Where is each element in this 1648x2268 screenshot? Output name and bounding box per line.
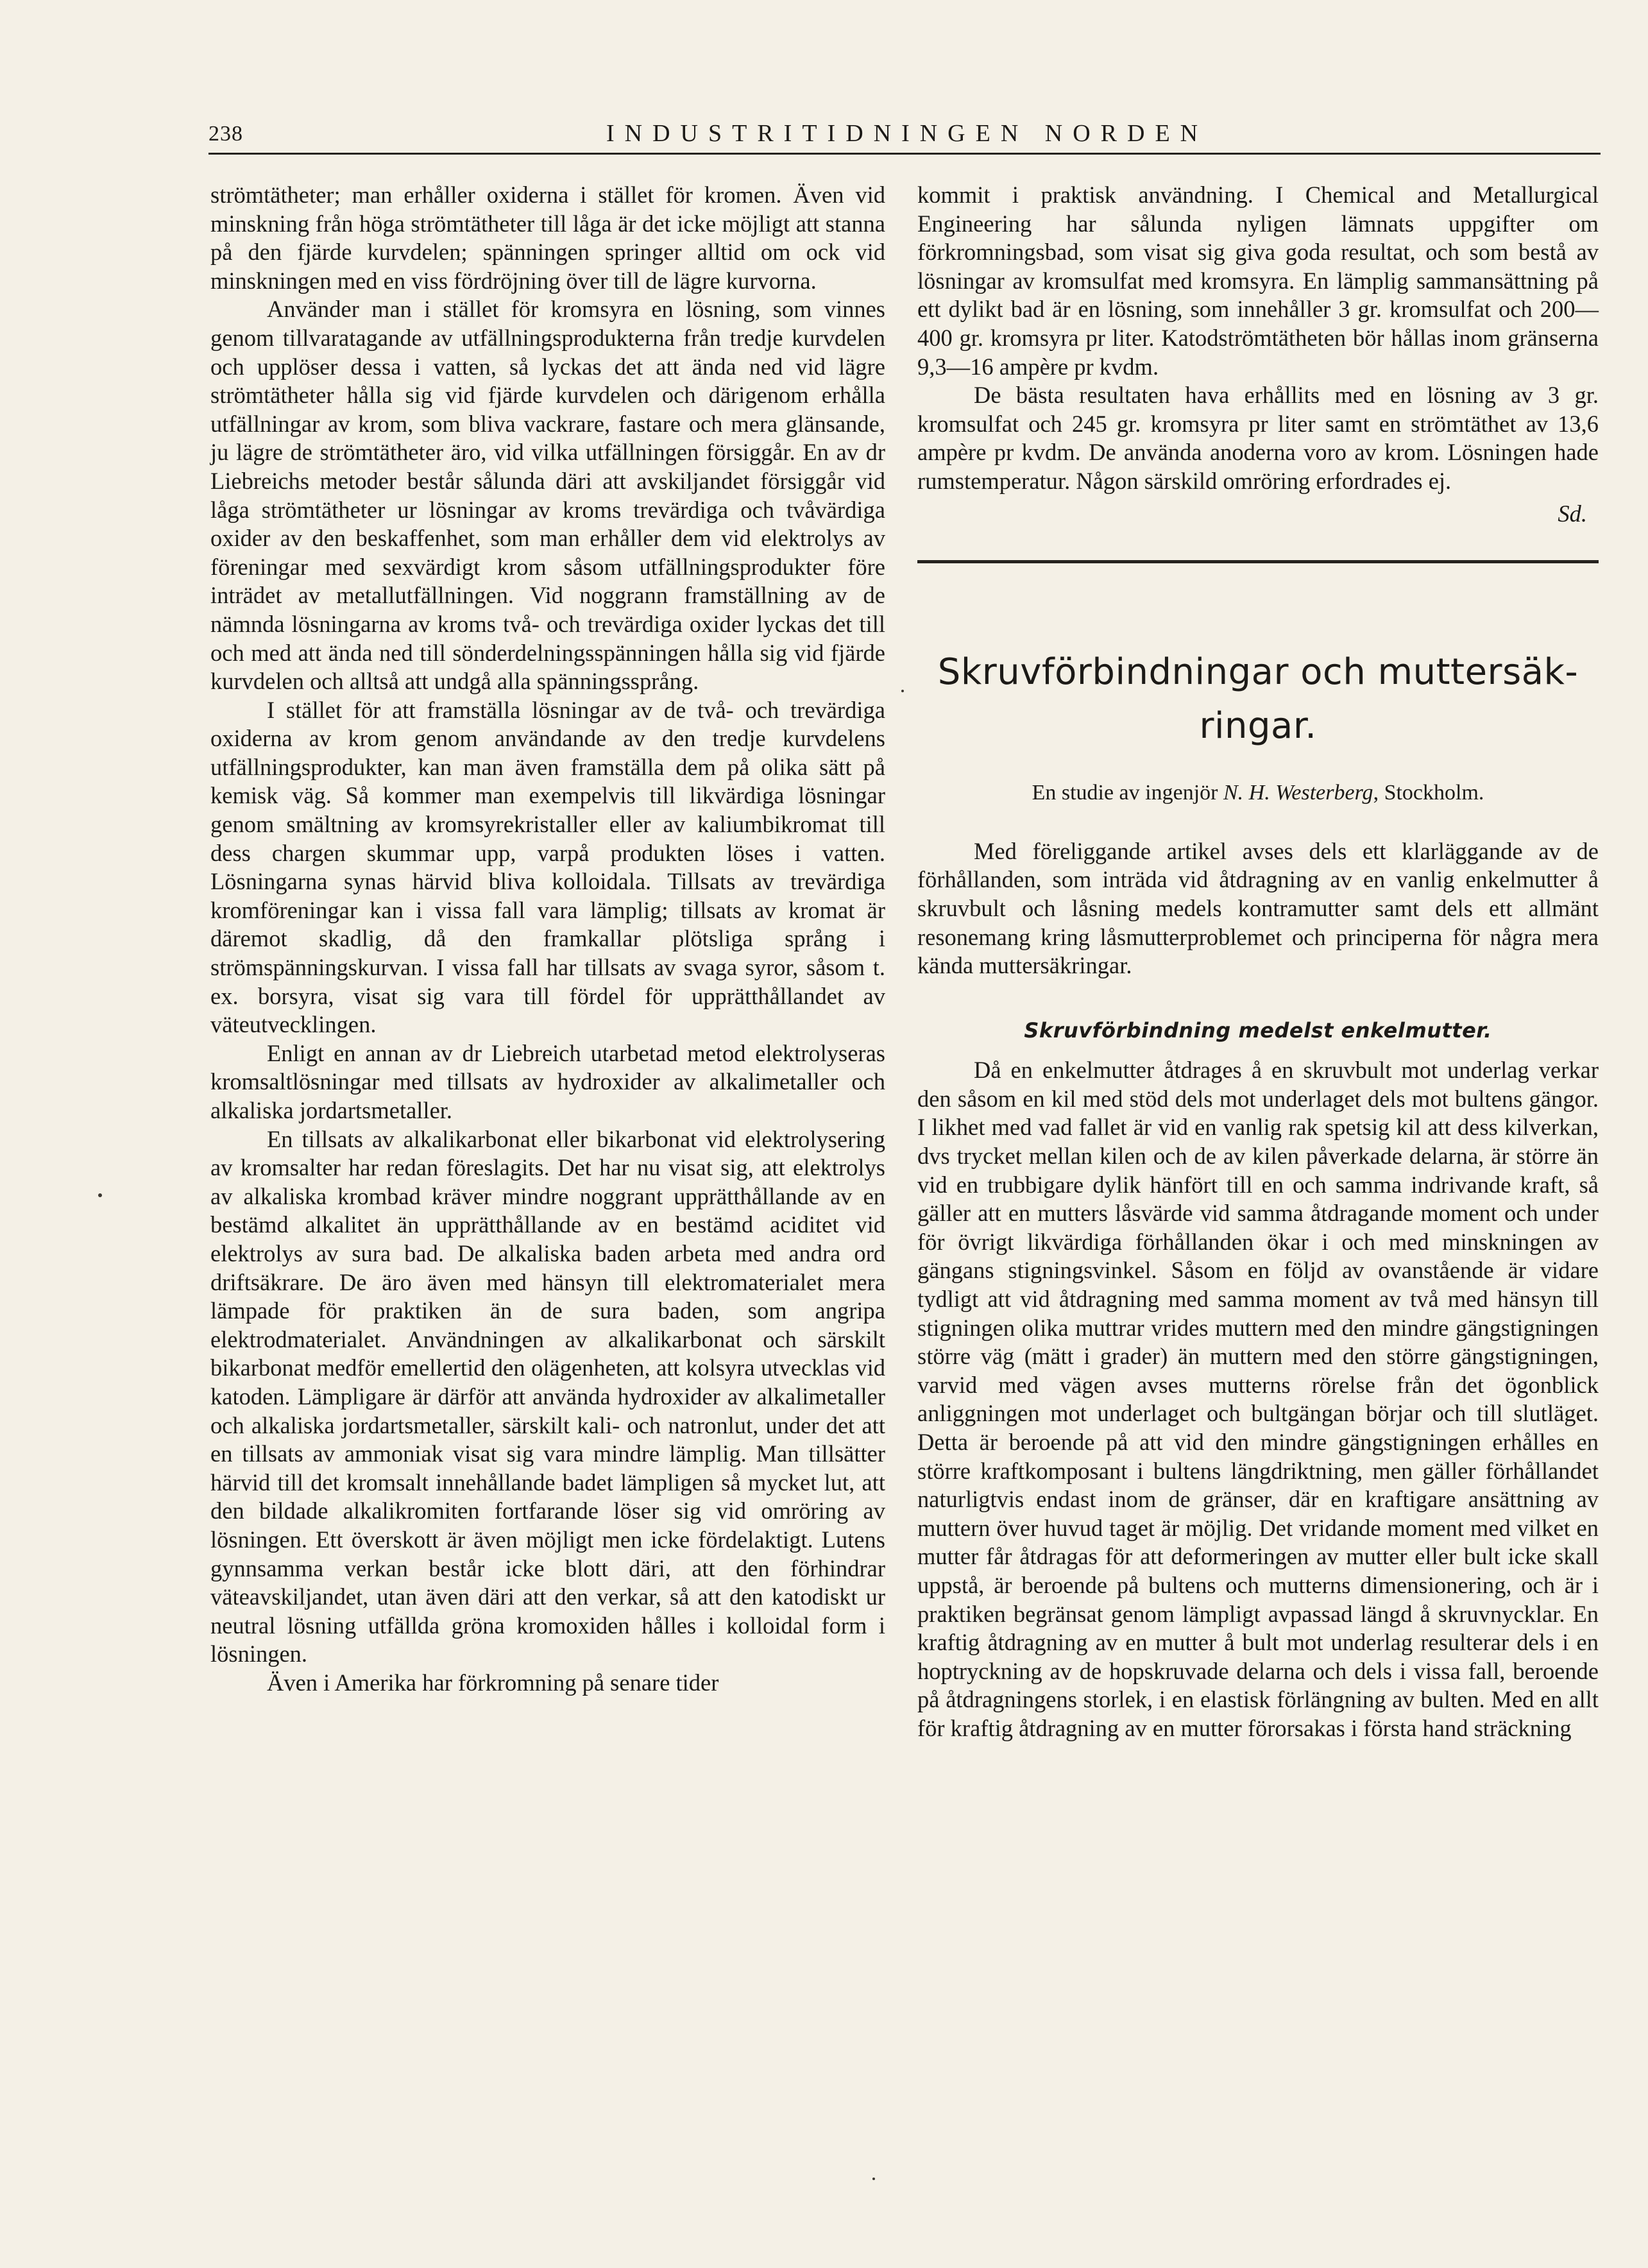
signature: Sd. — [1558, 500, 1587, 527]
paragraph: Använder man i stället för kromsyra en lösning, som vinnes genom tillvaratagande av utfällningsprodukterna från tredje kurvdelen och upplöser dessa i vatten, så lyckas det att ända ned vid lägre strömtätheter hålla sig vid fjärde kurvdelen och därigenom erhålla utfällningar av krom, som bliva vackrare, fastare och mera glänsande, ju lägre de strömtätheter äro, vid vilka utfällningen försiggår. En av dr Liebreichs metoder består sålunda däri att avskiljandet försiggår vid låga strömtätheter ur lösningar av kroms trevärdiga och tvåvärdiga oxider av den beskaffenhet, som man erhåller dem vid elektrolys av föreningar med sexvärdigt krom såsom utfällningsprodukter före inträdet av metallutfällningen. Vid noggrann framställning av de nämnda lösningarna av kroms två- och trevärdiga oxider lyckas det till och med att ända ned till sönderdelningsspänningen hålla sig vid fjärde kurvdelen och alltså att undgå alla spänningssprång. — [210, 296, 885, 695]
article-title — [917, 645, 1599, 753]
paragraph: strömtätheter; man erhåller oxiderna i stället för kromen. Även vid minskning från höga strömtätheter till låga är det icke möjligt att stanna på den fjärde kurvdelen; spänningen springer alltid om ock vid minskningen med en viss fördröjning över till de lägre kurvorna. — [210, 182, 885, 294]
paragraph: kommit i praktisk användning. I Chemical and Metallurgical Engineering har sålunda nyligen lämnats uppgifter om förkromningsbad, som visat sig giva goda resultat, och som bestå av lösningar av kromsulfat med kromsyra. En lämplig sammansättning på ett dylikt bad är en lösning, som innehåller 3 gr. kromsulfat och 200—400 gr. kromsyra pr liter. Katodströmtätheten bör hållas inom gränserna 9,3—16 ampère pr kvdm. — [917, 182, 1599, 380]
article-title-line-1: Skruvförbindningar och muttersäk- — [937, 651, 1579, 694]
byline-prefix: En studie av ingenjör — [1032, 781, 1218, 805]
paragraph: En tillsats av alkalikarbonat eller bikarbonat vid elektrolysering av kromsalter har redan föreslagits. Det har nu visat sig, att elektrolys av alkaliska krombad kräver mindre noggrant upprätthållande av en bestämd alkalitet än upprätthållande av en bestämd aciditet vid elektrolys av sura bad. De alkaliska baden arbeta med andra ord driftsäkrare. De äro även med hänsyn till elektromaterialet mera lämpade för praktiken än de sura baden, som angripa elektrodmaterialet. Användningen av alkalikarbonat och särskilt bikarbonat medför emellertid den olägenheten, att kolsyra utvecklas vid katoden. Lämpligare är därför att använda hydroxider av alkalimetaller och alkaliska jordartsmetaller, särskilt kali- och natronlut, under det att en tillsats av ammoniak visat sig vara mindre lämplig. Man tillsätter härvid till det kromsalt innehållande badet lämpligen så mycket lut, att den bildade alkalikromiten fortfarande löser sig vid omröring av lösningen. Ett överskott är även möjligt men icke fördelaktigt. Lutens gynnsamma verkan består icke blott däri, att den förhindrar väteavskiljandet, utan även däri att den verkar, så att den katodiskt ur neutral lösning utfällda gröna kromoxiden hålles i kolloidal form i lösningen. — [210, 1125, 885, 1667]
paragraph: I stället för att framställa lösningar av de två- och trevärdiga oxiderna av krom genom användande av den tredje kurvdelens utfällningsprodukter, kan man även framställa dem på olika sätt på kemisk väg. Så kommer man exempelvis till likvärdiga lösningar genom smältning av kromsyrekristaller eller av kaliumbikromat till dess chargen skummar upp, varpå produkten löses i vatten. Lösningarna synas härvid bliva kolloidala. Tillsats av trevärdiga kromföreningar kan i vissa fall vara lämplig; tillsats av kromat är däremot skadlig, då den framkallar plötsliga språng i strömspänningskurvan. I vissa fall har tillsats av svaga syror, såsom t. ex. borsyra, visat sig vara till fördel för upprätthållandet av väteutvecklingen. — [210, 696, 885, 1038]
article-body: Då en enkelmutter åtdrages å en skruvbult mot underlag verkar den såsom en kil med stöd dels mot underlaget dels mot bultens gängor. I likhet med vad fallet är vid en vanlig rak spetsig kil att dess kilverkan, dvs trycket mellan kilen och de av kilen påverkade delarna, är större än vid en trubbigare dylik hänfört till en och samma indrivande kraft, så gäller att en mutters låsvärde vid samma åtdragande moment och under för övrigt likvärdiga förhållanden ökar i och med minskningen av gängans stigningsvinkel. Såsom en följd av ovanstående är vidare tydligt att vid åtdragning med samma moment av två med hänsyn till stigningen olika muttrar vrides muttern med den mindre gängstigningen större väg (mätt i grader) än muttern med den större gängstigningen, varvid med vägen avses mutterns rörelse från det ögonblick anliggningen mot underlaget och bultgängan börjar och till slutläget. Detta är beroende på att vid den mindre gängstigningen erhålles en större kraftkomposant i bultens längdriktning, men gäller förhållandet naturligtvis endast inom de gränser, där en kraftigare ansättning av muttern över huvud taget är möjlig. Det vridande moment med vilket en mutter får åtdragas för att deformeringen av mutter eller bult icke skall uppstå, är beroende på bultens och mutterns dimensionering, och är i praktiken begränsat genom lämpligt avpassad längd å skruvnycklar. En kraftig åtdragning av en mutter å bult mot underlag resulterar dels i en hoptryckning av de hopskruvade delarna och dels i vissa fall, beroende på åtdragningens storlek, i en elastisk förlängning av bulten. Med en allt för kraftig åtdragning av en mutter förorsakas i första hand sträckning — [917, 1057, 1599, 1741]
paragraph: Enligt en annan av dr Liebreich utarbetad metod elektrolyseras kromsaltlösningar med tillsats av hydroxider av alkalimetaller och alkaliska jordartsmetaller. — [210, 1039, 885, 1123]
byline — [917, 779, 1599, 808]
paragraph: Även i Amerika har förkromning på senare tider — [267, 1669, 719, 1696]
print-speck — [901, 690, 904, 692]
right-column — [917, 181, 1599, 1743]
print-speck — [98, 1193, 102, 1197]
paragraph: De bästa resultaten hava erhållits med en lösning av 3 gr. kromsulfat och 245 gr. kromsyra pr liter samt en strömtäthet av 13,6 ampère pr kvdm. De använda anoderna voro av krom. Lösningen hade rumstemperatur. Någon särskild omröring erfordrades ej. — [917, 382, 1599, 494]
header-rule — [208, 153, 1601, 155]
article-intro: Med föreliggande artikel avses dels ett klarläggande av de förhållanden, som inträda vid åtdragning av en vanlig enkelmutter å skruvbult och låsning medels kontramutter samt dels ett allmänt resonemang kring låsmutterproblemet och principerna för några mera kända muttersäkringar. — [917, 837, 1599, 979]
print-speck — [872, 2178, 875, 2180]
article-title-line-2: ringar. — [1199, 705, 1317, 747]
page-number: 238 — [208, 122, 243, 146]
running-head — [208, 122, 1601, 154]
section-subheading: Skruvförbindning medelst enkelmutter. — [1024, 1018, 1492, 1043]
left-column — [210, 181, 885, 1697]
byline-author: N. H. Westerberg — [1223, 781, 1373, 805]
journal-title: INDUSTRITIDNINGEN NORDEN — [606, 120, 1209, 147]
section-divider — [917, 560, 1599, 563]
byline-suffix: , Stockholm. — [1373, 781, 1484, 805]
